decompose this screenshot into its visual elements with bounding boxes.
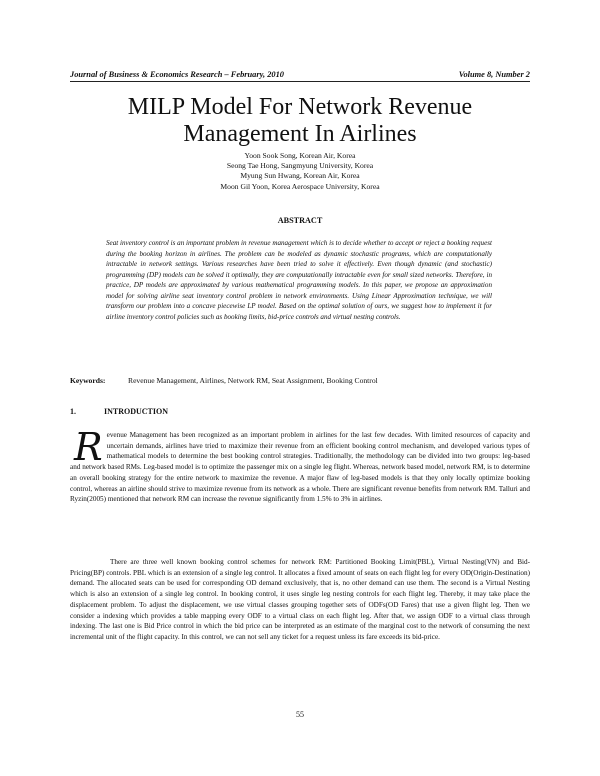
keywords-text: Revenue Management, Airlines, Network RM, Seat Assignment, Booking Control (128, 376, 378, 385)
paper-title: MILP Model For Network Revenue Management In Airlines (127, 94, 473, 147)
author-line: Yoon Sook Song, Korean Air, Korea (244, 151, 356, 160)
page-number: 55 (296, 710, 304, 719)
journal-name: Journal of Business & Economics Research – February, 2010 (70, 70, 284, 79)
abstract-heading: ABSTRACT (277, 216, 323, 225)
drop-cap: R (74, 425, 103, 469)
section-heading (70, 407, 530, 416)
abstract-text: Seat inventory control is an important problem in revenue management which is to decide whether to accept or reject a booking request during the booking horizon in airlines. The problem can be modeled as dynamic stochastic programs, which are computationally intractable in network settings. Various researches have been tried to solve it effectively. Even though dynamic (and stochastic) programming (DP) models can be solved it optimally, they are computationally intractable even for small sized networks. Therefore, in practice, DP models are approximated by various mathematical programming models. In this paper, we propose an approximation model for solving airline seat inventory control problem in network environments. Using Linear Approximation technique, we will transform our problem into a concave piecewise LP model. Based on the optimal solution of ours, we suggest how to implement it for airline inventory control policies such as booking limits, bid-price controls and virtual nesting controls. (106, 239, 492, 321)
intro-paragraph-1 (70, 425, 530, 505)
intro-paragraph-1-text: evenue Management has been recognized as an important problem in airlines for the last few decades. With limited resources of capacity and uncertain demands, airlines have tried to maximize their revenue from an efficient booking control mechanism, and developed various types of mathematical models to determine the best booking control strategies. Traditionally, the methodology can be divided into two groups: leg-based and network based RMs. Leg-based model is to optimize the passenger mix on a single leg flight. Whereas, network based model, network RM, is to determine an overall booking strategy for the entire network to maximize the revenue. A major flaw of leg-based models is that they only locally optimize booking control, whereas an airline should strive to maximize revenue from its network as a whole. There are significant revenue benefits from network RM. Talluri and Ryzin(2005) mentioned that network RM can increase the revenue significantly from 1.5% to 3% in airlines. (70, 431, 530, 504)
keywords-line (70, 376, 530, 385)
author-line: Moon Gil Yoon, Korea Aerospace University, Korea (220, 181, 380, 191)
intro-paragraph-2: There are three well known booking control schemes for network RM: Partitioned Booking Limit(PBL), Virtual Nesting(VN) and Bid-Pricing(BP) controls. PBL which is an extension of a single leg control. It allocates a fixed amount of seats on each flight leg for every OD(Origin-Destination) demand. The allocated seats can be used for corresponding OD demand exclusively, that is, no other demand can use them. The second is a Virtual Nesting which is also an extension of a single leg control. In booking control, it uses single leg nesting controls for each flight leg. Thereby, it may take place the displacement problem. To adjust the displacement, we use virtual classes grouping together sets of ODFs(OD Fares) that use a given flight leg. Then we consider a indexing which provides a table mapping every ODF to a virtual class on each flight leg. After that, we assign ODF to a virtual class through indexing. The last one is Bid Price control in which the bid price can be interpreted as an estimate of the marginal cost to the network of consuming the next incremental unit of the flight capacity. In this control, we can not sell any ticket for a request unless its fare exceeds its bid-price. (70, 558, 530, 641)
author-line: Myung Sun Hwang, Korean Air, Korea (240, 171, 360, 181)
author-list (70, 151, 530, 192)
author-line: Seong Tae Hong, Sangmyung University, Korea (226, 161, 374, 171)
volume-number: Volume 8, Number 2 (458, 70, 530, 79)
header-rule (70, 81, 530, 82)
keywords-label: Keywords: (70, 376, 106, 385)
section-title: INTRODUCTION (104, 407, 169, 416)
section-number: 1. (70, 407, 76, 416)
